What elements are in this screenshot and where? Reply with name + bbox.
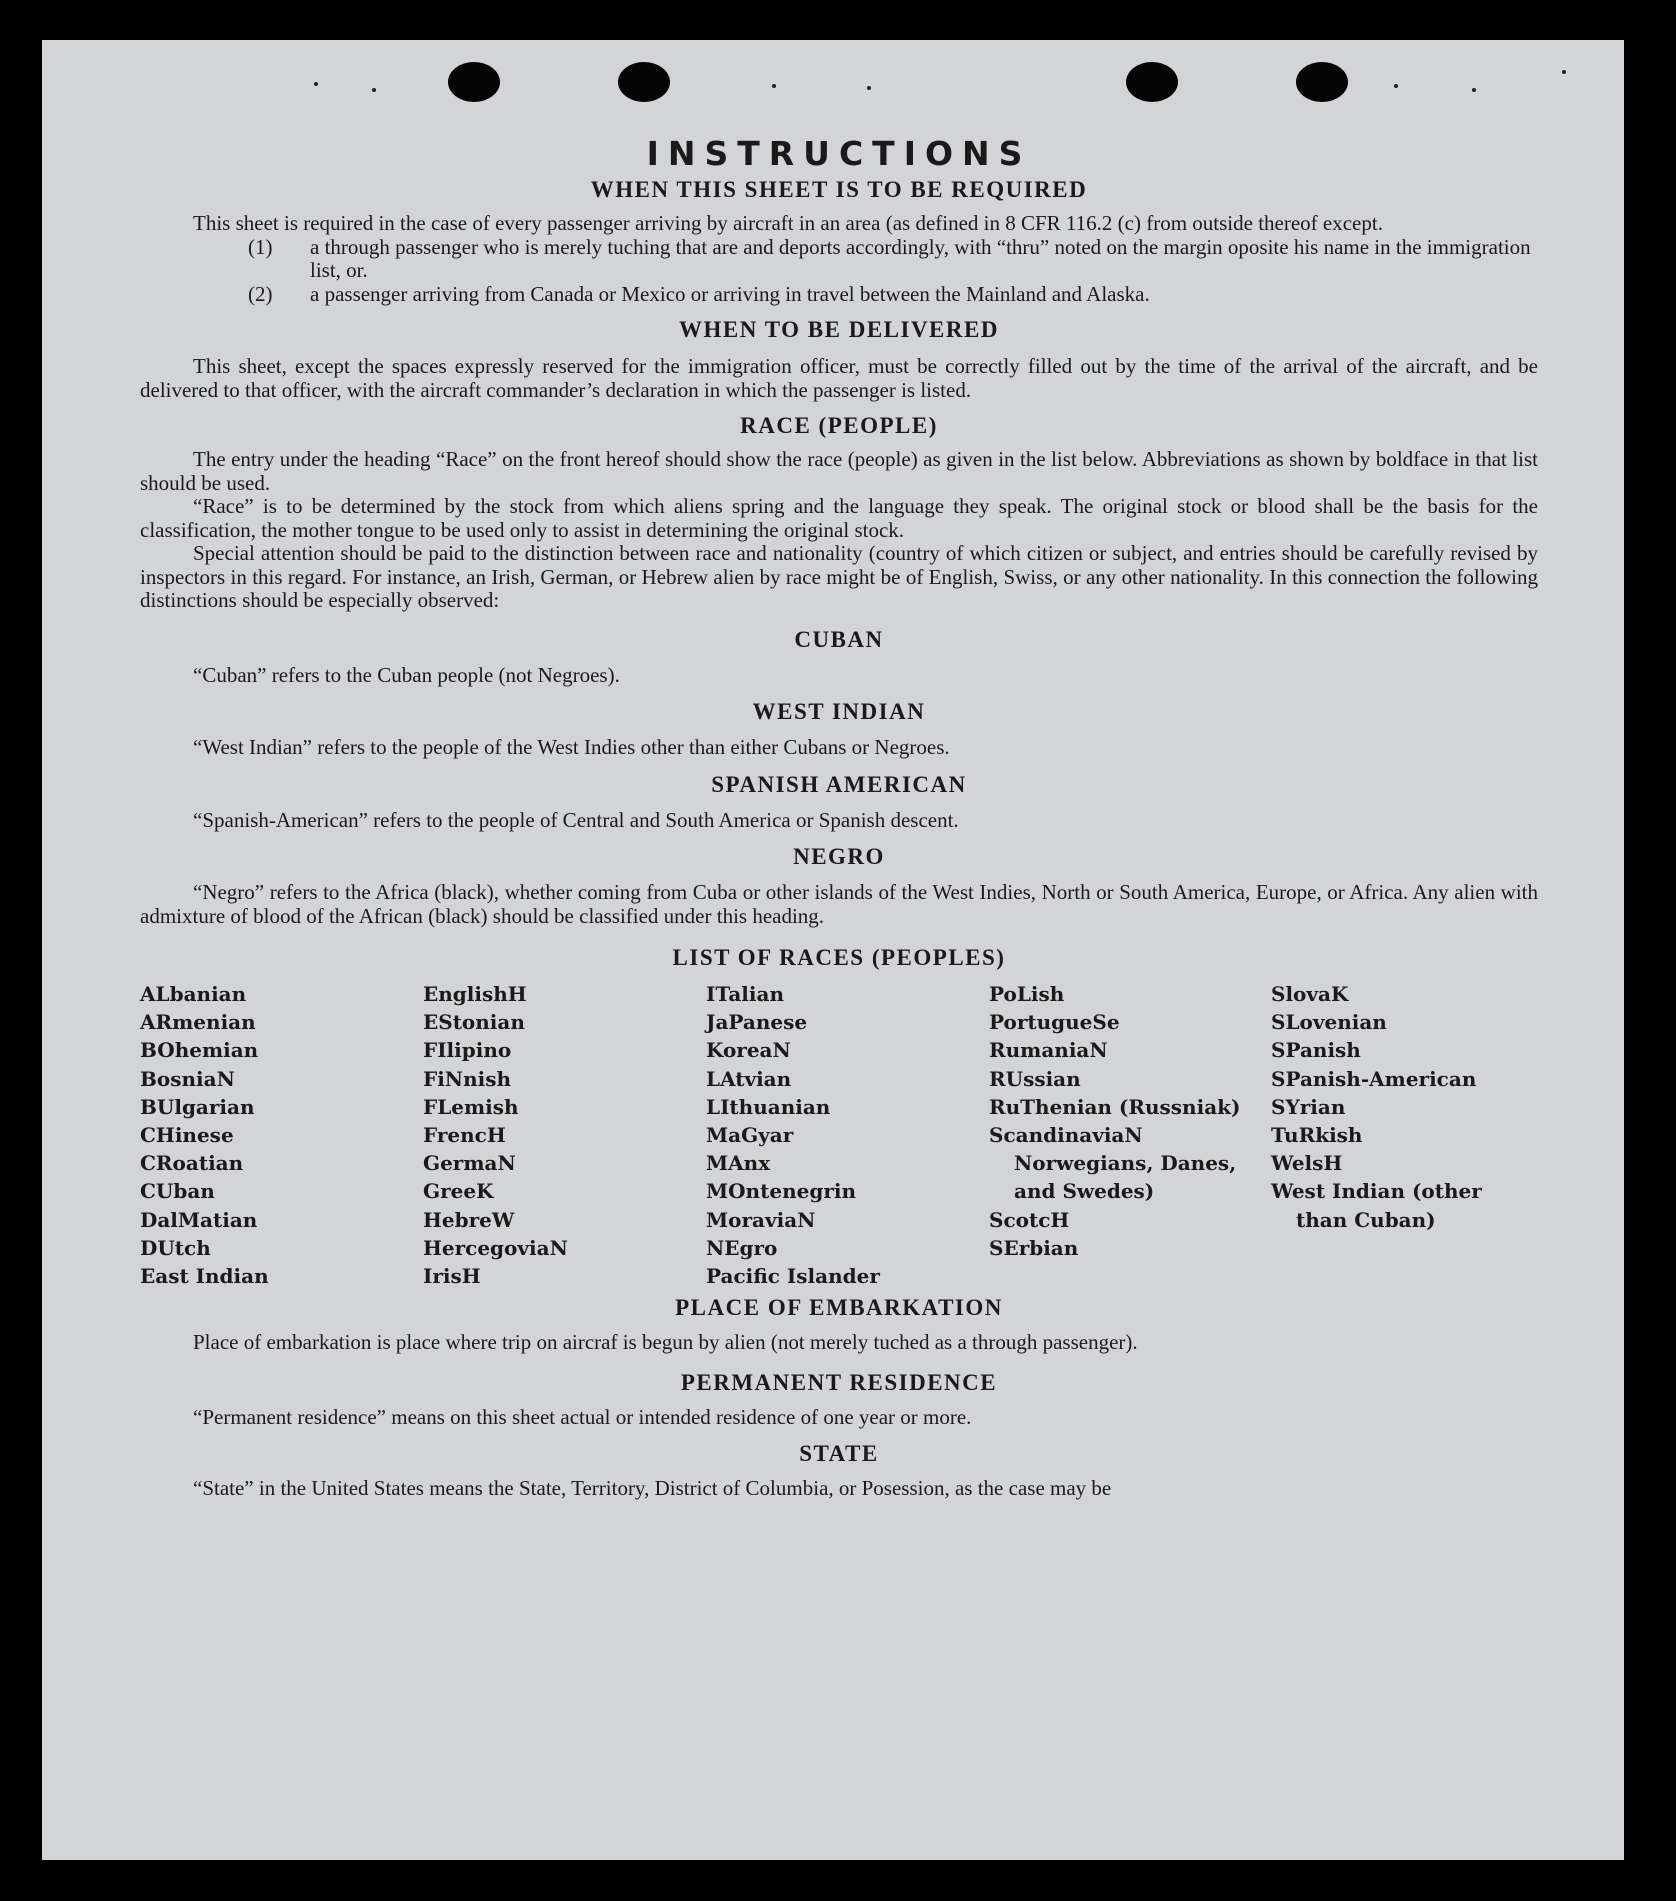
state-text: “State” in the United States means the State, Territory, District of Columbia, or Posession, as the case may be [193, 1476, 1112, 1501]
race-item: FIlipino [423, 1038, 512, 1063]
race-item: LIthuanian [706, 1094, 831, 1119]
race-item: MOntenegrin [706, 1179, 856, 1204]
race-item: MoraviaN [706, 1207, 816, 1232]
race-item: RuThenian (Russniak) [989, 1094, 1241, 1119]
race-item: RumaniaN [989, 1038, 1108, 1063]
race-column [706, 980, 989, 1290]
exception-number: (1) [248, 234, 273, 259]
race-paragraph: The entry under the heading “Race” on the front hereof should show the race (people) as given in the list below. Abbreviations as shown by boldface in that list should be used. [140, 447, 1538, 495]
exception-text: a through passenger who is merely tuching that are and deports accordingly, with “thru” noted on the margin oposite his name in the immigration list, or. [310, 234, 1531, 282]
race-item: EnglishH [423, 982, 527, 1006]
race-item: SLovenian [1271, 1010, 1387, 1035]
embarkation-text: Place of embarkation is place where trip on aircraf is begun by alien (not merely tuched as a through passenger). [193, 1330, 1138, 1355]
heading-list-of-races: LIST OF RACES (PEOPLES) [672, 945, 1006, 970]
punch-hole [448, 62, 500, 102]
race-item: BUlgarian [140, 1094, 255, 1119]
race-item: West Indian (other than Cuban) [1271, 1179, 1482, 1232]
race-item: TuRkish [1271, 1123, 1363, 1148]
cuban-text: “Cuban” refers to the Cuban people (not Negroes). [193, 662, 620, 687]
race-item: CUban [140, 1179, 215, 1204]
race-paragraph: Special attention should be paid to the distinction between race and nationality (country of which citizen or subject, and entries should be carefully revised by inspectors in this regard. For instance, an Irish, German, or Hebrew alien by race might be of English, Swiss, or any other nationality. In this connection the following distinctions should be especially observed: [140, 541, 1538, 612]
race-item: Pacific Islander [706, 1264, 880, 1289]
speck [372, 88, 376, 92]
race-item: BosniaN [140, 1066, 235, 1091]
exception-item-2 [248, 283, 1538, 307]
race-item: ARmenian [140, 1010, 256, 1035]
document-page [42, 40, 1624, 1860]
race-item: LAtvian [706, 1066, 792, 1091]
speck [314, 82, 318, 86]
instructions-content [140, 134, 1538, 1501]
race-column [1271, 980, 1531, 1290]
heading-cuban: CUBAN [794, 626, 884, 652]
race-item: SPanish [1271, 1038, 1361, 1063]
race-item: ALbanian [140, 982, 247, 1006]
spanish-american-text: “Spanish-American” refers to the people of Central and South America or Spanish descent. [193, 807, 959, 832]
exception-text: a passenger arriving from Canada or Mexico or arriving in travel between the Mainland and Alaska. [310, 281, 1150, 306]
race-item: HercegoviaN [423, 1235, 568, 1260]
race-item: CRoatian [140, 1151, 244, 1176]
race-item: ScandinaviaN Norwegians, Danes, and Swedes) [989, 1123, 1237, 1204]
race-item: ScotcH [989, 1207, 1070, 1232]
heading-west-indian: WEST INDIAN [752, 699, 926, 724]
heading-permanent-residence: PERMANENT RESIDENCE [680, 1369, 998, 1395]
negro-text: “Negro” refers to the Africa (black), whether coming from Cuba or other islands of the West Indies, North or South America, Europe, or Africa. Any alien with admixture of blood of the African (black) should be classified under this heading. [140, 880, 1538, 928]
race-item: SPanish-American [1271, 1066, 1477, 1091]
punch-hole [1126, 62, 1178, 102]
race-item: WelsH [1271, 1151, 1343, 1176]
speck [1394, 84, 1398, 88]
race-item: SYrian [1271, 1094, 1346, 1119]
race-item: SErbian [989, 1235, 1079, 1260]
heading-state: STATE [799, 1441, 879, 1467]
race-item: East Indian [140, 1264, 269, 1289]
race-item: SlovaK [1271, 982, 1349, 1006]
race-item: CHinese [140, 1123, 234, 1148]
race-item: FiNnish [423, 1066, 512, 1091]
race-item: NEgro [706, 1235, 778, 1260]
race-item: IrisH [423, 1264, 481, 1289]
residence-text: “Permanent residence” means on this sheet actual or intended residence of one year or more. [193, 1404, 972, 1429]
page-title: INSTRUCTIONS [646, 134, 1032, 173]
race-item: DalMatian [140, 1207, 258, 1232]
west-indian-text: “West Indian” refers to the people of the West Indies other than either Cubans or Negroes. [193, 735, 950, 759]
heading-race: RACE (PEOPLE) [740, 413, 938, 438]
race-item: GreeK [423, 1179, 494, 1204]
race-item: PoLish [989, 982, 1065, 1006]
race-item: MaGyar [706, 1123, 794, 1148]
race-item: KoreaN [706, 1038, 791, 1063]
speck [772, 84, 776, 88]
race-item: FLemish [423, 1094, 519, 1119]
race-column [423, 980, 706, 1290]
race-column [989, 980, 1271, 1290]
heading-when-delivered: WHEN TO BE DELIVERED [679, 317, 999, 342]
race-item: ITalian [706, 982, 784, 1006]
race-item: HebreW [423, 1207, 515, 1232]
race-item: MAnx [706, 1151, 771, 1176]
heading-embarkation: PLACE OF EMBARKATION [675, 1295, 1003, 1321]
race-item: PortugueSe [989, 1010, 1120, 1035]
exception-item-1 [248, 236, 1538, 283]
race-item: BOhemian [140, 1038, 259, 1063]
speck [867, 86, 871, 90]
race-column [140, 980, 423, 1290]
race-item: FrencH [423, 1123, 506, 1148]
race-item: GermaN [423, 1151, 516, 1176]
heading-when-required: WHEN THIS SHEET IS TO BE REQUIRED [590, 177, 1088, 202]
heading-negro: NEGRO [793, 844, 885, 869]
race-list [140, 980, 1538, 1290]
race-item: JaPanese [706, 1010, 808, 1035]
when-delivered-text: This sheet, except the spaces expressly reserved for the immigration officer, must be correctly filled out by the time of the arrival of the aircraft, and be delivered to that officer, with the aircraft commander’s declaration in which the passenger is listed. [140, 354, 1538, 402]
punch-hole [618, 62, 670, 102]
race-item: DUtch [140, 1235, 211, 1260]
when-required-intro: This sheet is required in the case of every passenger arriving by aircraft in an area (as defined in 8 CFR 116.2 (c) from outside thereof except. [193, 211, 1383, 235]
punch-hole [1296, 62, 1348, 102]
speck [1472, 88, 1476, 92]
exception-number: (2) [248, 281, 273, 306]
heading-spanish-american: SPANISH AMERICAN [711, 771, 967, 797]
race-item: RUssian [989, 1066, 1081, 1091]
speck [1562, 70, 1566, 74]
race-paragraph: “Race” is to be determined by the stock from which aliens spring and the language they speak. The original stock or blood shall be the basis for the classification, the mother tongue to be used only to assist in determining the original stock. [140, 494, 1538, 542]
race-item: EStonian [423, 1010, 525, 1035]
